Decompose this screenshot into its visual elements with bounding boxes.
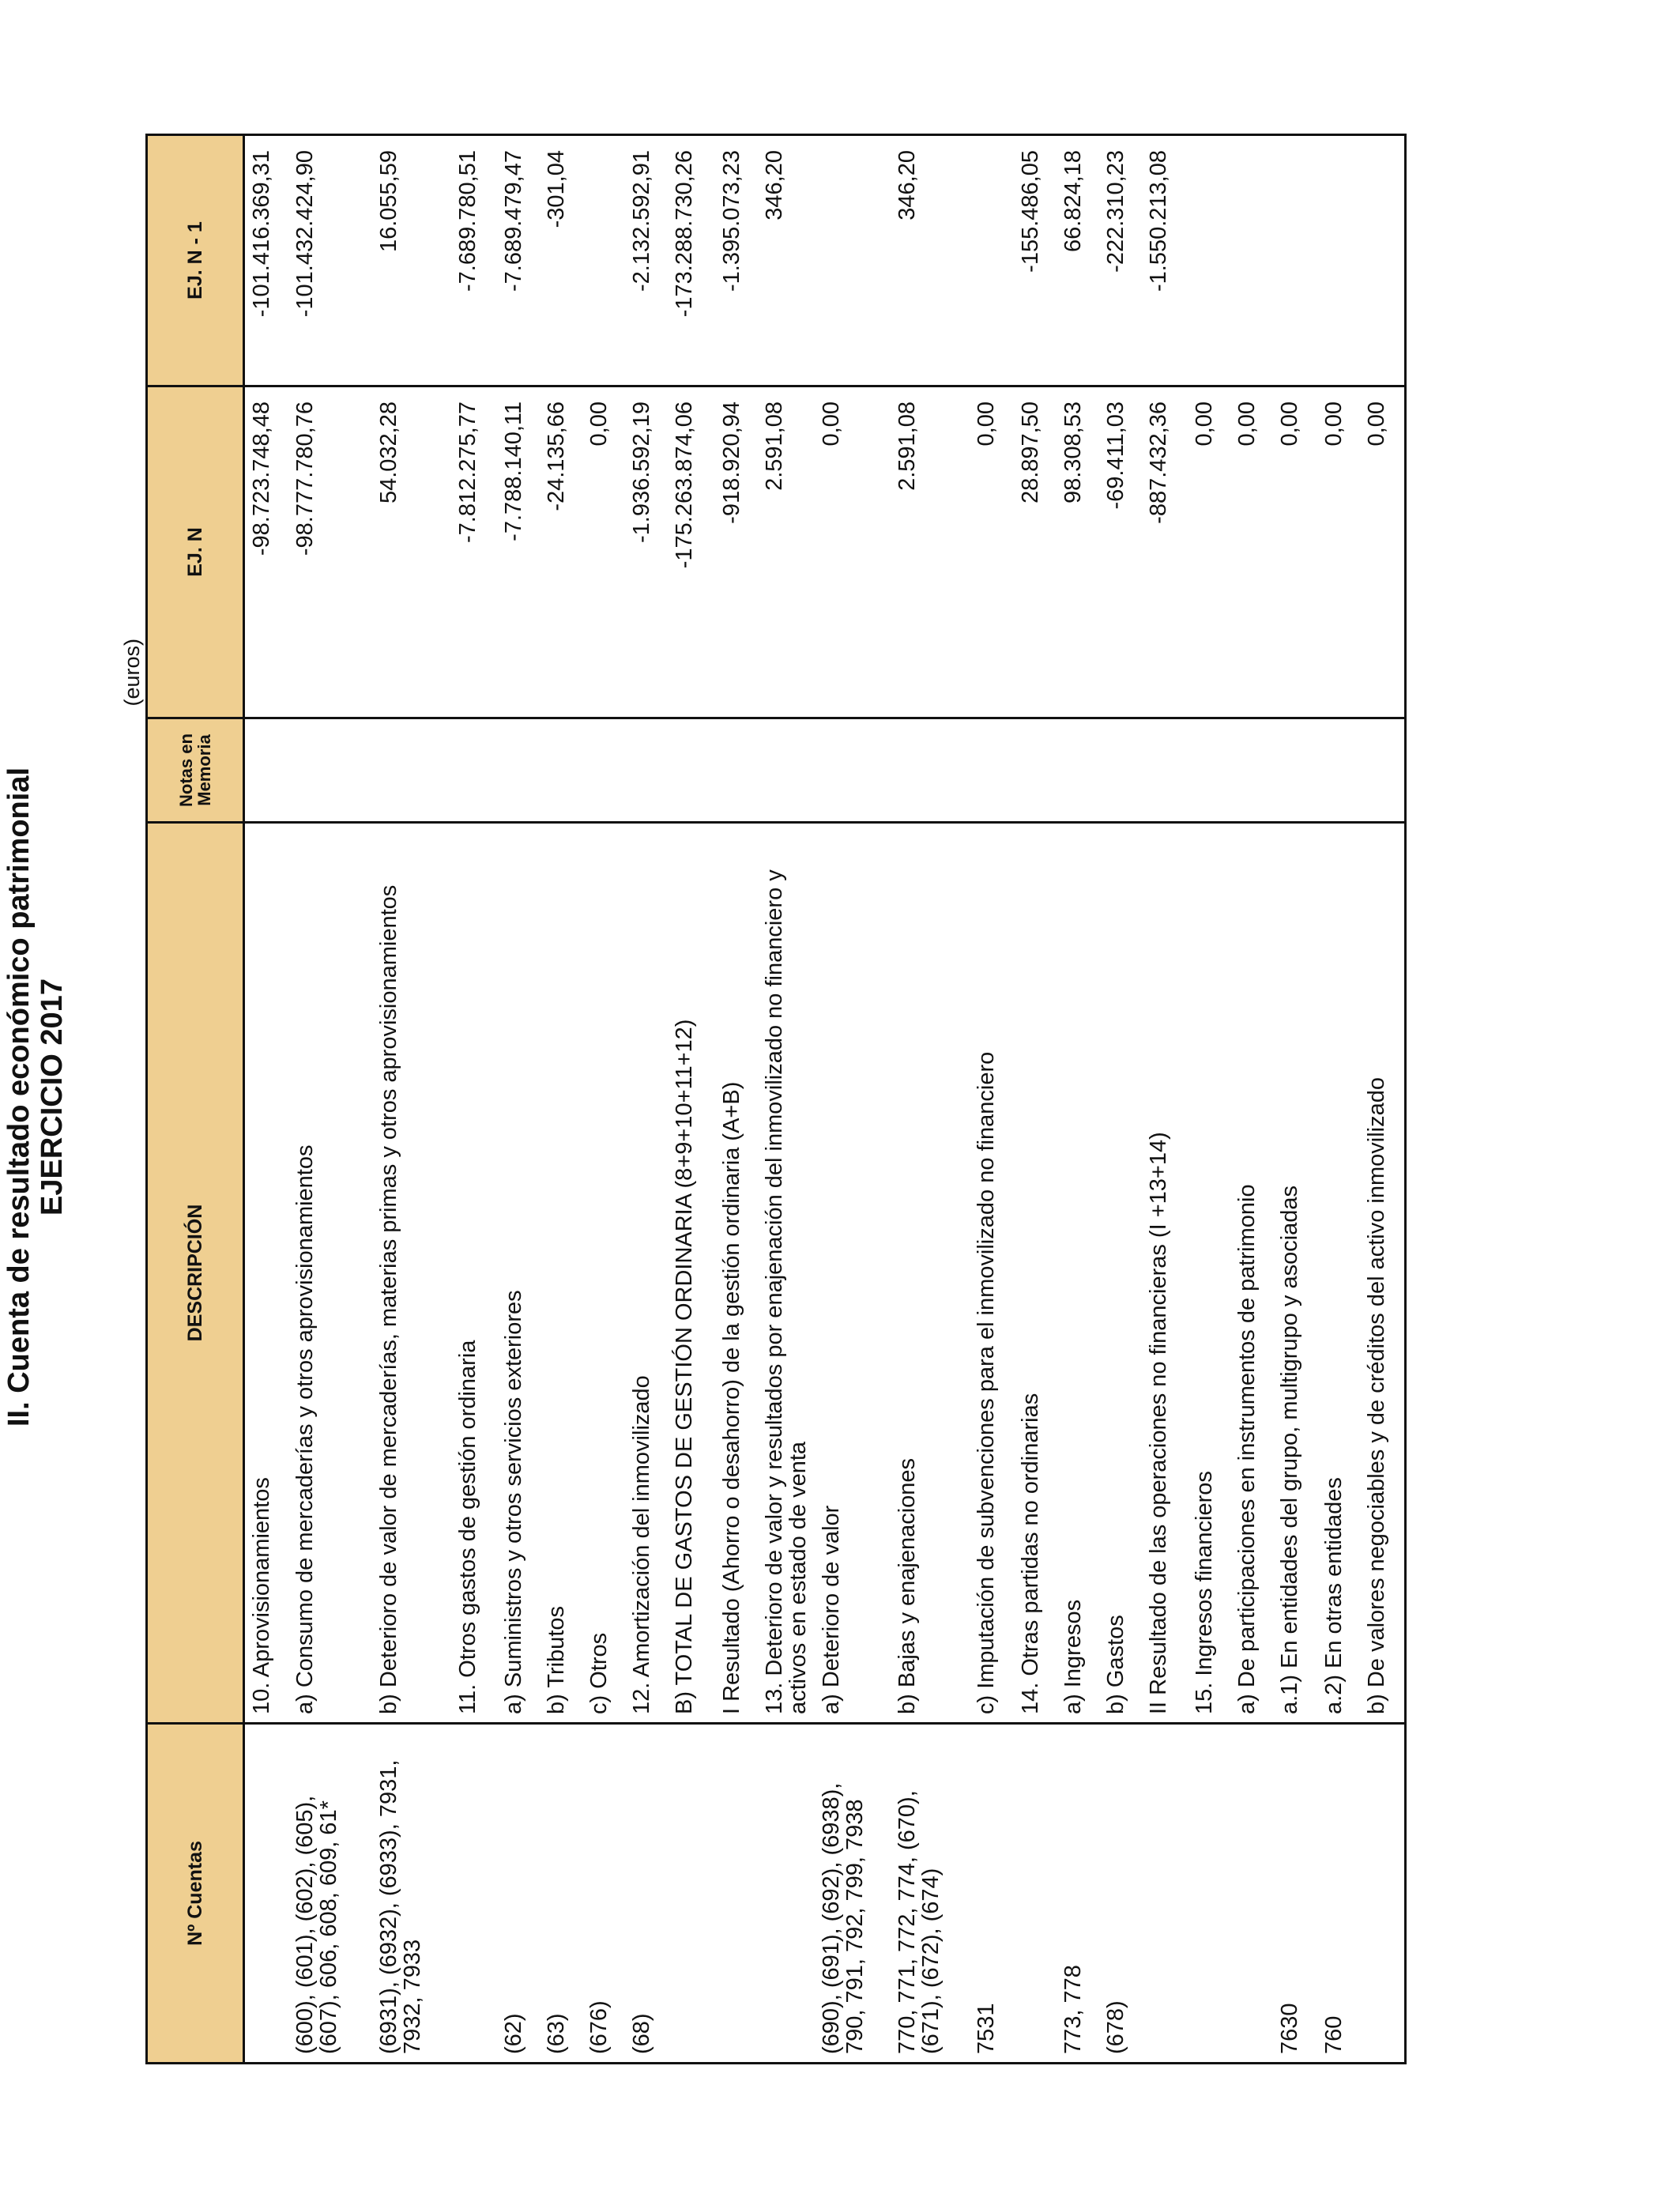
cell-notas: [1188, 718, 1230, 823]
cell-descripcion: 11. Otros gastos de gestión ordinaria: [451, 823, 497, 1724]
cell-ej-n: -7.812.275,77: [451, 386, 497, 718]
cell-descripcion: 15. Ingresos financieros: [1188, 823, 1230, 1724]
cell-descripcion: c) Otros: [582, 823, 625, 1724]
cell-cuentas: [668, 1724, 715, 2064]
table-row: [668, 135, 715, 2064]
cell-notas: [497, 718, 540, 823]
cell-notas: [625, 718, 668, 823]
results-table: [145, 134, 1407, 2064]
header-ej-n-1: EJ. N - 1: [147, 135, 244, 386]
table-row: [1057, 135, 1099, 2064]
cell-notas: [891, 718, 970, 823]
cell-ej-n: -175.263.874,06: [668, 386, 715, 718]
cell-ej-n: 2.591,08: [891, 386, 970, 718]
cell-cuentas: 7630: [1273, 1724, 1317, 2064]
table-row: [244, 135, 288, 2064]
cell-notas: [1142, 718, 1188, 823]
cell-ej-n-1: 16.055,59: [372, 135, 451, 386]
cell-ej-n: 0,00: [1230, 386, 1273, 718]
cell-cuentas: [1142, 1724, 1188, 2064]
cell-descripcion: 14. Otras partidas no ordinarias: [1014, 823, 1057, 1724]
table-row: [288, 135, 372, 2064]
cell-cuentas: 7531: [970, 1724, 1014, 2064]
table-row: [715, 135, 758, 2064]
cell-descripcion: a) De participaciones en instrumentos de patrimonio: [1230, 823, 1273, 1724]
cell-cuentas: 770, 771, 772, 774, (670), (671), (672), (674): [891, 1724, 970, 2064]
cell-cuentas: [1188, 1724, 1230, 2064]
cell-ej-n: 98.308,53: [1057, 386, 1099, 718]
cell-notas: [288, 718, 372, 823]
cell-ej-n: -887.432,36: [1142, 386, 1188, 718]
cell-notas: [1230, 718, 1273, 823]
cell-ej-n-1: -2.132.592,91: [625, 135, 668, 386]
cell-descripcion: b) Deterioro de valor de mercaderías, materias primas y otros aprovisionamientos: [372, 823, 451, 1724]
cell-ej-n: 0,00: [1188, 386, 1230, 718]
header-cuentas: Nº Cuentas: [147, 1724, 244, 2064]
table-row: [625, 135, 668, 2064]
table-row: [970, 135, 1014, 2064]
cell-ej-n-1: 66.824,18: [1057, 135, 1099, 386]
cell-ej-n-1: -101.432.424,90: [288, 135, 372, 386]
cell-ej-n: -69.411,03: [1099, 386, 1142, 718]
cell-cuentas: 773, 778: [1057, 1724, 1099, 2064]
cell-ej-n: -1.936.592,19: [625, 386, 668, 718]
table-header-row: [147, 135, 244, 2064]
cell-notas: [244, 718, 288, 823]
cell-ej-n-1: -101.416.369,31: [244, 135, 288, 386]
table-row: [1273, 135, 1317, 2064]
cell-cuentas: (63): [540, 1724, 582, 2064]
cell-ej-n: -918.920,94: [715, 386, 758, 718]
cell-cuentas: (676): [582, 1724, 625, 2064]
table-row: [582, 135, 625, 2064]
unit-label: (euros): [120, 639, 144, 707]
table-row: [540, 135, 582, 2064]
cell-descripcion: a) Deterioro de valor: [815, 823, 891, 1724]
cell-descripcion: II Resultado de las operaciones no financieras (I +13+14): [1142, 823, 1188, 1724]
page-subtitle: EJERCICIO 2017: [36, 978, 69, 1216]
cell-cuentas: [1014, 1724, 1057, 2064]
cell-ej-n-1: [1317, 135, 1360, 386]
cell-ej-n: -24.135,66: [540, 386, 582, 718]
cell-cuentas: [244, 1724, 288, 2064]
cell-ej-n: 0,00: [1360, 386, 1406, 718]
cell-cuentas: [758, 1724, 815, 2064]
cell-notas: [1057, 718, 1099, 823]
cell-notas: [970, 718, 1014, 823]
table-row: [1142, 135, 1188, 2064]
cell-cuentas: (600), (601), (602), (605), (607), 606, 608, 609, 61*: [288, 1724, 372, 2064]
cell-notas: [582, 718, 625, 823]
table-row: [372, 135, 451, 2064]
cell-ej-n: 28.897,50: [1014, 386, 1057, 718]
cell-ej-n-1: [815, 135, 891, 386]
cell-ej-n: 0,00: [1273, 386, 1317, 718]
cell-descripcion: 13. Deterioro de valor y resultados por enajenación del inmovilizado no financiero y activos en estado de venta: [758, 823, 815, 1724]
cell-notas: [758, 718, 815, 823]
cell-descripcion: b) De valores negociables y de créditos del activo inmovilizado: [1360, 823, 1406, 1724]
cell-descripcion: a.2) En otras entidades: [1317, 823, 1360, 1724]
cell-descripcion: b) Gastos: [1099, 823, 1142, 1724]
cell-cuentas: (678): [1099, 1724, 1142, 2064]
cell-ej-n: 0,00: [815, 386, 891, 718]
cell-ej-n-1: -7.689.479,47: [497, 135, 540, 386]
cell-descripcion: b) Tributos: [540, 823, 582, 1724]
cell-notas: [1099, 718, 1142, 823]
cell-ej-n-1: -222.310,23: [1099, 135, 1142, 386]
header-notas: Notas en Memoria: [147, 718, 244, 823]
table-row: [1317, 135, 1360, 2064]
cell-notas: [1360, 718, 1406, 823]
cell-ej-n: -98.777.780,76: [288, 386, 372, 718]
cell-descripcion: a.1) En entidades del grupo, multigrupo y asociadas: [1273, 823, 1317, 1724]
cell-ej-n-1: 346,20: [891, 135, 970, 386]
cell-notas: [815, 718, 891, 823]
cell-notas: [668, 718, 715, 823]
cell-descripcion: a) Ingresos: [1057, 823, 1099, 1724]
cell-cuentas: [715, 1724, 758, 2064]
cell-notas: [451, 718, 497, 823]
table-row: [1014, 135, 1057, 2064]
cell-ej-n: 0,00: [970, 386, 1014, 718]
header-descripcion: DESCRIPCIÓN: [147, 823, 244, 1724]
cell-ej-n-1: [1188, 135, 1230, 386]
cell-ej-n-1: -155.486,05: [1014, 135, 1057, 386]
cell-cuentas: [1360, 1724, 1406, 2064]
cell-notas: [1014, 718, 1057, 823]
cell-ej-n-1: [582, 135, 625, 386]
cell-descripcion: b) Bajas y enajenaciones: [891, 823, 970, 1724]
table-row: [891, 135, 970, 2064]
table-row: [815, 135, 891, 2064]
table-body: [244, 135, 1406, 2064]
cell-cuentas: (6931), (6932), (6933), 7931, 7932, 7933: [372, 1724, 451, 2064]
cell-ej-n: 0,00: [1317, 386, 1360, 718]
table-row: [758, 135, 815, 2064]
page-title: II. Cuenta de resultado económico patrimonial: [2, 767, 36, 1427]
cell-notas: [1317, 718, 1360, 823]
cell-ej-n: -98.723.748,48: [244, 386, 288, 718]
cell-notas: [715, 718, 758, 823]
cell-ej-n-1: [1273, 135, 1317, 386]
table-row: [1230, 135, 1273, 2064]
cell-descripcion: I Resultado (Ahorro o desahorro) de la gestión ordinaria (A+B): [715, 823, 758, 1724]
cell-ej-n-1: [1360, 135, 1406, 386]
table-row: [1099, 135, 1142, 2064]
cell-notas: [1273, 718, 1317, 823]
table-row: [451, 135, 497, 2064]
cell-cuentas: [451, 1724, 497, 2064]
cell-descripcion: a) Consumo de mercaderías y otros aprovisionamientos: [288, 823, 372, 1724]
cell-ej-n-1: 346,20: [758, 135, 815, 386]
header-ej-n: EJ. N: [147, 386, 244, 718]
cell-ej-n-1: -1.550.213,08: [1142, 135, 1188, 386]
table-row: [1188, 135, 1230, 2064]
cell-cuentas: (62): [497, 1724, 540, 2064]
cell-descripcion: a) Suministros y otros servicios exteriores: [497, 823, 540, 1724]
cell-cuentas: 760: [1317, 1724, 1360, 2064]
cell-notas: [372, 718, 451, 823]
cell-ej-n-1: -1.395.073,23: [715, 135, 758, 386]
cell-notas: [540, 718, 582, 823]
cell-cuentas: (68): [625, 1724, 668, 2064]
table-row: [497, 135, 540, 2064]
cell-cuentas: [1230, 1724, 1273, 2064]
cell-descripcion: 10. Aprovisionamientos: [244, 823, 288, 1724]
cell-ej-n: 0,00: [582, 386, 625, 718]
cell-descripcion: c) Imputación de subvenciones para el inmovilizado no financiero: [970, 823, 1014, 1724]
table-row: [1360, 135, 1406, 2064]
cell-ej-n: -7.788.140,11: [497, 386, 540, 718]
cell-ej-n-1: -173.288.730,26: [668, 135, 715, 386]
cell-ej-n-1: [1230, 135, 1273, 386]
cell-descripcion: 12. Amortización del inmovilizado: [625, 823, 668, 1724]
cell-ej-n-1: [970, 135, 1014, 386]
cell-ej-n: 54.032,28: [372, 386, 451, 718]
cell-ej-n-1: -7.689.780,51: [451, 135, 497, 386]
cell-cuentas: (690), (691), (692), (6938), 790, 791, 792, 799, 7938: [815, 1724, 891, 2064]
cell-ej-n-1: -301,04: [540, 135, 582, 386]
cell-ej-n: 2.591,08: [758, 386, 815, 718]
cell-descripcion: B) TOTAL DE GASTOS DE GESTIÓN ORDINARIA (8+9+10+11+12): [668, 823, 715, 1724]
